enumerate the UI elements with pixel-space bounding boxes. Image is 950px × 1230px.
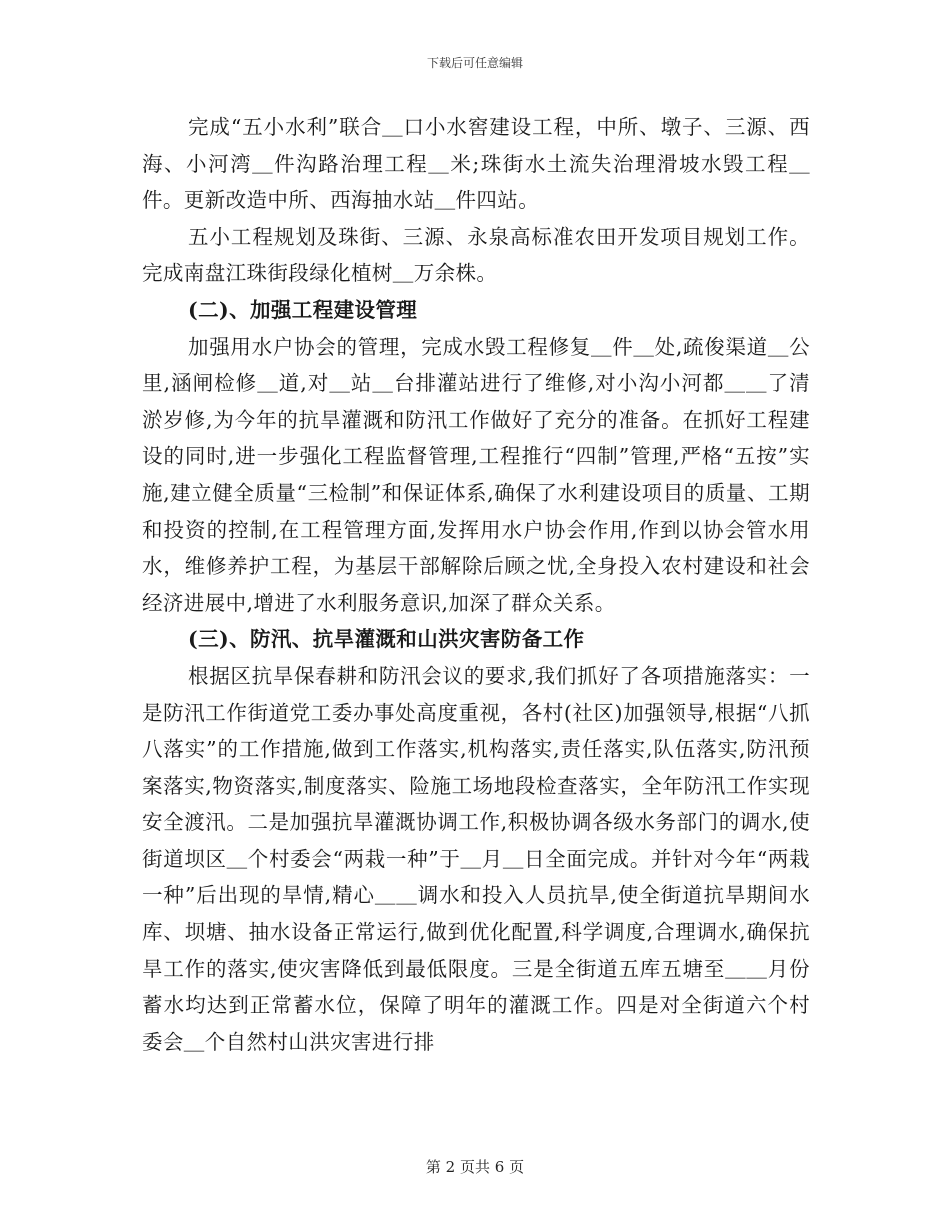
section-heading-3: (三)、防汛、抗旱灌溉和山洪灾害防备工作 [188,627,585,652]
paragraph-construction-management: 加强用水户协会的管理，完成水毁工程修复＿件＿处,疏俊渠道＿公里,涵闸检修＿道,对＿站＿台排灌站进行了维修,对小沟小河都＿＿了清淤岁修,为今年的抗旱灌溉和防汛工作做好了充分的准备。在抓好工程建设的同时,进一步强化工程监督管理,工程推行“四制”管理,严格“五按”实施,建立健全质量“三检制”和保证体系,确保了水利建设项目的质量、工期和投资的控制,在工程管理方面,发挥用水户协会作用,作到以协会管水用水，维修养护工程，为基层干部解除后顾之忧,全身投入农村建设和社会经济进展中,增进了水利服务意识,加深了群众关系。 [142,334,810,615]
paragraph-planning: 五小工程规划及珠街、三源、永泉高标准农田开发项目规划工作。完成南盘江珠街段绿化植树＿万余株。 [142,224,810,286]
paragraph-flood-drought: 根据区抗旱保春耕和防汛会议的要求,我们抓好了各项措施落实：一是防汛工作街道党工委办事处高度重视，各村(社区)加强领导,根据“八抓八落实”的工作措施,做到工作落实,机构落实,责任落实,队伍落实,防汛预案落实,物资落实,制度落实、险施工场地段检查落实，全年防汛工作实现安全渡汛。二是加强抗旱灌溉协调工作,积极协调各级水务部门的调水,使街道坝区＿个村委会“两栽一种”于＿月＿日全面完成。并针对今年“两栽一种”后出现的旱情,精心＿＿调水和投入人员抗旱,使全街道抗旱期间水库、坝塘、抽水设备正常运行,做到优化配置,科学调度,合理调水,确保抗旱工作的落实,使灾害降低到最低限度。三是全街道五库五塘至＿＿月份蓄水均达到正常蓄水位，保障了明年的灌溉工作。四是对全街道六个村委会＿个自然村山洪灾害进行排 [142,663,810,1054]
page-header-note: 下载后可任意编辑 [426,56,523,70]
section-heading-2: (二)、加强工程建设管理 [188,297,418,322]
page-number: 第 2 页共 6 页 [425,1158,525,1176]
document-body [142,109,810,1060]
paragraph-water-projects: 完成“五小水利”联合＿口小水窖建设工程，中所、墩子、三源、西海、小河湾＿件沟路治理工程＿米;珠街水土流失治理滑坡水毁工程＿件。更新改造中所、西海抽水站＿件四站。 [142,115,810,213]
